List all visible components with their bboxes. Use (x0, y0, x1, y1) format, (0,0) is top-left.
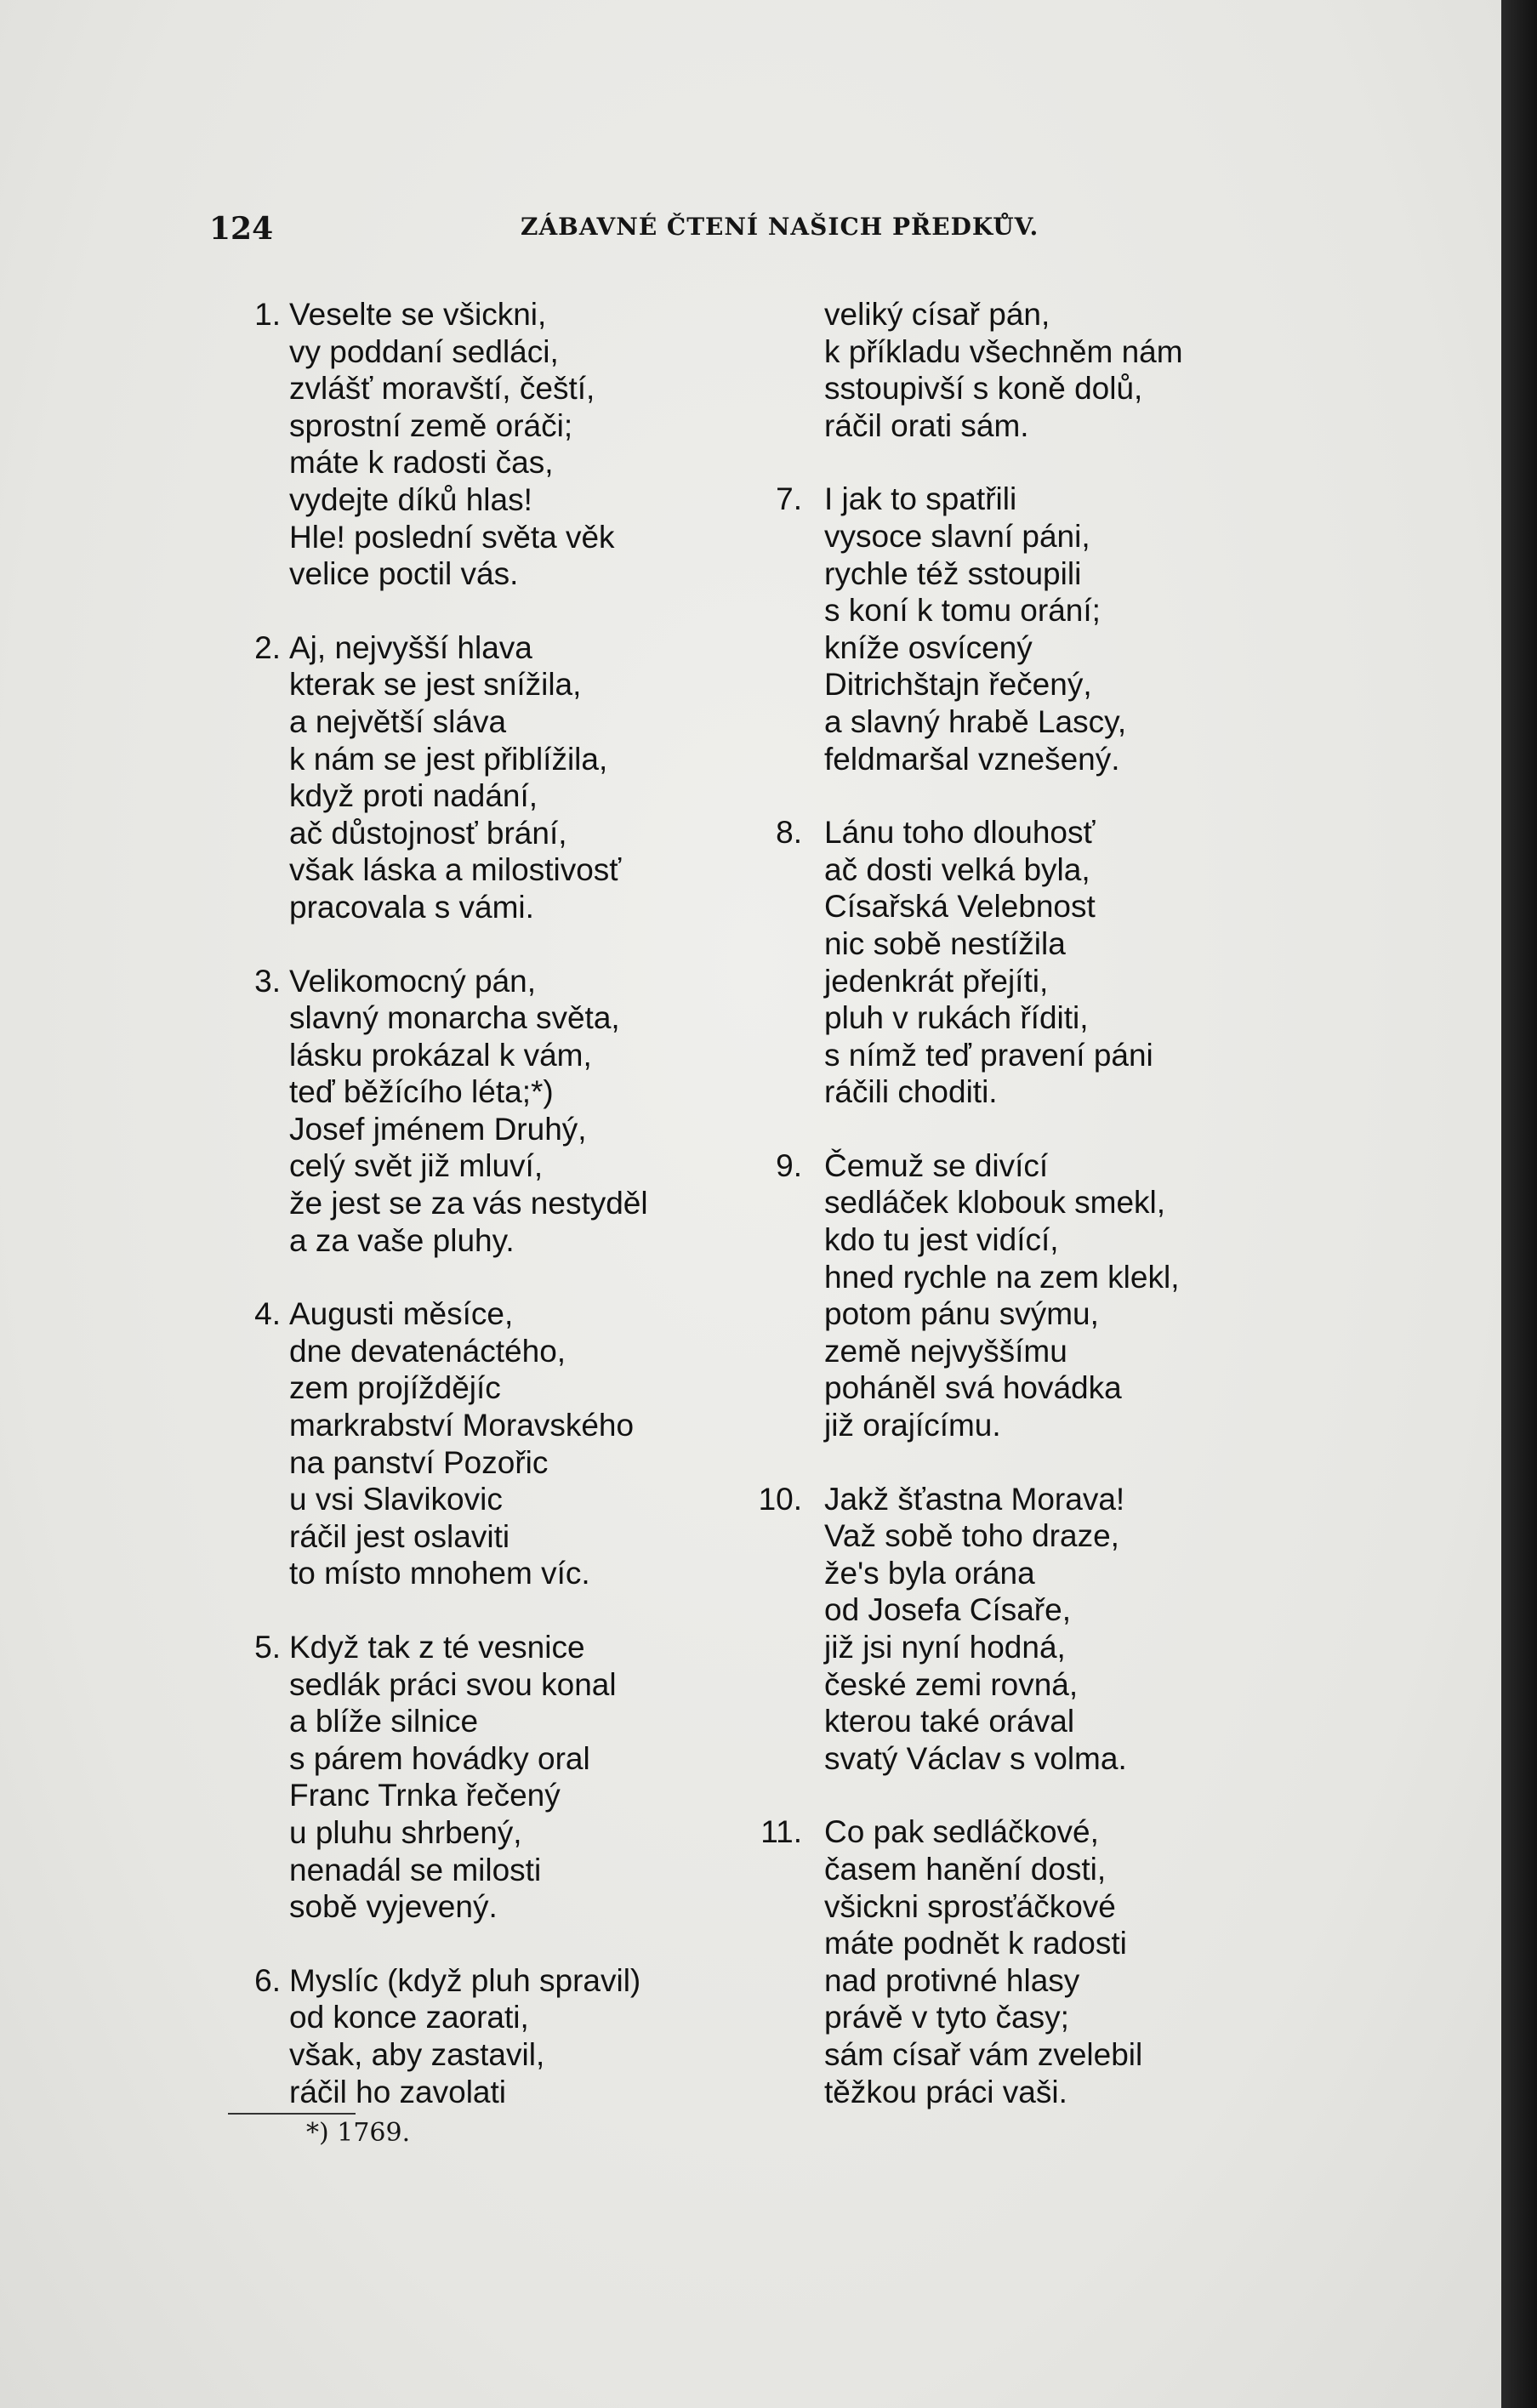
stanza-number: 11. (760, 1814, 802, 1850)
verse-line: země nejvyššímu (824, 1333, 1067, 1369)
verse-line: nad protivné hlasy (824, 1962, 1080, 1998)
verse-line: svatý Václav s volma. (824, 1740, 1127, 1776)
footnote-rule (228, 2113, 356, 2115)
verse-line: zem projíždějíc (289, 1370, 501, 1406)
stanza-number: 3. (254, 963, 281, 999)
verse-line: sobě vyjevený. (289, 1889, 498, 1925)
footnote: *) 1769. (306, 2118, 411, 2148)
verse-line: rychle též sstoupili (824, 555, 1082, 591)
verse-line: ráčil orati sám. (824, 407, 1029, 443)
verse-line: nic sobě nestížila (824, 925, 1066, 961)
verse-line: již orajícímu. (824, 1408, 1001, 1443)
verse-line: však láska a milostivosť (289, 852, 622, 888)
stanza-lines (824, 814, 1267, 1111)
verse-line: časem hanění dosti, (824, 1851, 1107, 1887)
stanza-lines (824, 1481, 1267, 1778)
stanza-number: 2. (254, 629, 281, 665)
verse-line: Ditrichštajn řečený, (824, 667, 1092, 703)
stanza (757, 814, 1267, 1111)
stanza (238, 1629, 749, 1926)
stanza-lines (824, 481, 1267, 777)
verse-line: s nímž teď pravení páni (824, 1037, 1153, 1073)
verse-line: poháněl svá hovádka (824, 1370, 1122, 1406)
stanza (757, 481, 1267, 777)
stanza (238, 1295, 749, 1592)
verse-line: a blíže silnice (289, 1704, 479, 1739)
stanza-number: 6. (254, 1962, 281, 1998)
verse-line: veliký císař pán, (824, 297, 1050, 332)
stanza-number: 5. (254, 1630, 281, 1665)
verse-line: těžkou práci vaši. (824, 2074, 1067, 2109)
verse-line: máte podnět k radosti (824, 1926, 1127, 1961)
scan-edge (1501, 0, 1537, 2408)
verse-line: to místo mnohem víc. (289, 1556, 590, 1591)
verse-line: nenadál se milosti (289, 1852, 542, 1887)
verse-line: již jsi nyní hodná, (824, 1630, 1066, 1665)
stanza-number: 8. (776, 815, 802, 851)
verse-line: Aj, nejvyšší hlava (289, 629, 532, 665)
verse-line: sstoupivší s koně dolů, (824, 371, 1143, 407)
stanza (757, 1481, 1267, 1778)
stanza-lines (824, 1813, 1267, 2110)
verse-line: Augusti měsíce, (289, 1296, 514, 1332)
verse-line: ráčili choditi. (824, 1074, 998, 1110)
verse-line: jedenkrát přejíti, (824, 963, 1049, 999)
verse-line: vysoce slavní páni, (824, 518, 1090, 554)
stanza (757, 296, 1267, 444)
verse-line: Franc Trnka řečený (289, 1778, 561, 1813)
verse-line: však, aby zastavil, (289, 2036, 545, 2072)
stanza-number: 9. (776, 1147, 802, 1183)
verse-line: sedláček klobouk smekl, (824, 1185, 1166, 1221)
verse-line: Co pak sedláčkové, (824, 1814, 1099, 1850)
verse-line: feldmaršal vznešený. (824, 741, 1120, 777)
verse-line: s párem hovádky oral (289, 1740, 590, 1776)
stanza (757, 1147, 1267, 1444)
verse-line: u vsi Slavikovic (289, 1482, 503, 1517)
verse-line: velice poctil vás. (289, 556, 519, 592)
verse-line: máte k radosti čas, (289, 445, 554, 481)
running-title: ZÁBAVNÉ ČTENÍ NAŠICH PŘEDKŮV. (521, 213, 1039, 241)
verse-line: a největší sláva (289, 703, 507, 739)
verse-line: u pluhu shrbený, (289, 1814, 522, 1850)
stanza (238, 963, 749, 1260)
verse-line: Čemuž se divící (824, 1147, 1049, 1183)
stanza (238, 1962, 749, 2110)
verse-line: Hle! poslední světa věk (289, 519, 615, 555)
stanza-number: 4. (254, 1296, 281, 1332)
stanza-lines (289, 963, 749, 1260)
verse-line: Velikomocný pán, (289, 963, 537, 999)
verse-line: Važ sobě toho draze, (824, 1518, 1119, 1554)
verse-line: na panství Pozořic (289, 1444, 549, 1480)
stanza-number: 1. (254, 297, 281, 332)
verse-line: slavný monarcha světa, (289, 1000, 620, 1036)
verse-line: markrabství Moravského (289, 1408, 635, 1443)
verse-line: české zemi rovná, (824, 1666, 1079, 1702)
verse-line: a za vaše pluhy. (289, 1222, 515, 1258)
left-column (238, 296, 749, 2147)
verse-line: potom pánu svýmu, (824, 1296, 1099, 1332)
stanza-lines (289, 629, 749, 926)
verse-line: sprostní země oráči; (289, 407, 573, 443)
verse-line: dne devatenáctého, (289, 1333, 566, 1369)
stanza-number: 10. (758, 1481, 802, 1517)
verse-line: kníže osvícený (824, 629, 1033, 665)
verse-line: ač dosti velká byla, (824, 851, 1090, 887)
verse-line: sedlák práci svou konal (289, 1666, 617, 1702)
verse-line: pracovala s vámi. (289, 889, 534, 925)
stanza-lines (289, 1629, 749, 1926)
stanza-lines (289, 1962, 749, 2110)
verse-line: I jak to spatřili (824, 481, 1017, 517)
stanza-lines (289, 296, 749, 593)
verse-line: lásku prokázal k vám, (289, 1037, 592, 1073)
verse-line: Císařská Velebnost (824, 889, 1096, 925)
verse-line: hned rychle na zem klekl, (824, 1259, 1180, 1295)
stanza-lines (824, 296, 1267, 444)
verse-line: kdo tu jest vidící, (824, 1222, 1059, 1258)
verse-line: když proti nadání, (289, 778, 538, 814)
stanza (238, 296, 749, 593)
verse-line: Josef jménem Druhý, (289, 1111, 587, 1147)
verse-line: ráčil jest oslaviti (289, 1518, 510, 1554)
verse-line: všickni sprosťáčkové (824, 1888, 1116, 1924)
verse-line: právě v tyto časy; (824, 2000, 1069, 2035)
stanza-lines (824, 1147, 1267, 1444)
verse-line: sám císař vám zvelebil (824, 2036, 1143, 2072)
verse-line: k nám se jest přiblížila, (289, 741, 608, 777)
verse-line: že's byla orána (824, 1555, 1035, 1591)
verse-line: od Josefa Císaře, (824, 1592, 1071, 1628)
verse-line: Lánu toho dlouhosť (824, 815, 1096, 851)
stanza (757, 1813, 1267, 2110)
verse-line: s koní k tomu orání; (824, 593, 1101, 629)
verse-line: Jakž šťastna Morava! (824, 1481, 1125, 1517)
verse-line: kterou také orával (824, 1704, 1075, 1739)
verse-line: kterak se jest snížila, (289, 667, 582, 703)
verse-line: celý svět již mluví, (289, 1148, 544, 1184)
running-header (0, 204, 1501, 247)
verse-line: od konce zaorati, (289, 2000, 529, 2035)
right-column (757, 296, 1267, 2147)
verse-line: Veselte se všickni, (289, 297, 547, 332)
verse-line: vydejte díků hlas! (289, 481, 532, 517)
verse-line: teď běžícího léta;*) (289, 1074, 554, 1110)
verse-line: zvlášť moravští, čeští, (289, 371, 595, 407)
stanza (238, 629, 749, 926)
verse-line: ráčil ho zavolati (289, 2074, 507, 2109)
verse-line: vy poddaní sedláci, (289, 333, 559, 369)
verse-line: Když tak z té vesnice (289, 1630, 585, 1665)
verse-line: ač důstojnosť brání, (289, 815, 567, 851)
verse-line: a slavný hrabě Lascy, (824, 703, 1127, 739)
verse-line: Myslíc (když pluh spravil) (289, 1962, 641, 1998)
page-number: 124 (209, 211, 274, 247)
stanza-lines (289, 1295, 749, 1592)
verse-line: že jest se za vás nestyděl (289, 1186, 648, 1221)
verse-line: pluh v rukách říditi, (824, 1000, 1089, 1036)
stanza-number: 7. (776, 481, 802, 517)
verse-line: k příkladu všechněm nám (824, 333, 1183, 369)
